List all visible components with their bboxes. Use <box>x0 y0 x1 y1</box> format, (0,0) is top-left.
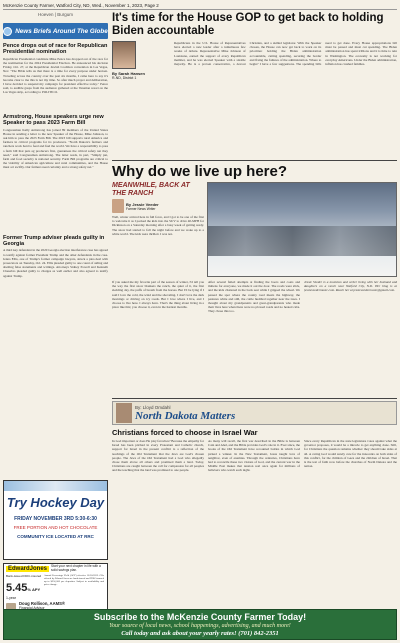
news-briefs-title: News Briefs Around The Globe <box>15 27 108 35</box>
feature-body-intro: Well, winter arrived here in full force, and I got to be one of the first to welcome it as I packed the kids into the SUV to drive 40-MPH for Dickinson on a Saturday morning after a busy week of getting ready. The snow had started to fall the night before and we woke up to a white world. The kids were thrilled. I was not. <box>112 215 204 236</box>
feature-body-columns <box>112 280 397 390</box>
ej-apy: % APY <box>27 587 41 593</box>
brief-2 <box>3 114 108 232</box>
byline-detail: R-ND, District 1 <box>112 76 137 80</box>
hockey-ad-title: Try Hockey Day <box>6 495 105 510</box>
feature-photo <box>207 182 397 277</box>
brief-1 <box>3 43 108 111</box>
ej-fine-print: Annual Percentage Yield (APY) effective 10/30/2023. CDs offered by Edward Jones are bank-issued and FDIC-insured up to $250,000 per depositor. Subject to availability and price change. <box>44 574 104 587</box>
ej-rate: 5.45 <box>6 582 28 595</box>
section-divider <box>112 160 397 161</box>
subscribe-line-1: Your source of local news, school happenings, advertising, and much more! <box>109 623 291 629</box>
author-photo <box>112 41 136 69</box>
ej-tagline: Start your next chapter in life with a solid savings plan. <box>51 564 101 572</box>
snowy-trees <box>208 226 396 256</box>
hockey-ad-image <box>4 481 107 491</box>
section-divider-2 <box>112 398 397 399</box>
feature-col-2: After several failed attempts at finding the boots and coats and mittens for everyone, we made it out the door. The roads were slick, and the kids chattered in the back seat while I gripped the wheel. We passed the spot where the county road meets the highway, the pastures white and still, the cattle huddled together near the trees. I thought about my grandparents and great-grandparents who made their lives here when there were no plowed roads and no heated cabs. They chose this too. <box>208 280 300 314</box>
brief-3 <box>3 235 108 345</box>
feature-byline: By Jessie Veeder <box>126 201 159 207</box>
opinion-column-title: North Dakota Matters <box>135 409 236 422</box>
brief-title: Pence drops out of race for Republican Presidential nomination <box>3 43 108 56</box>
feature-article <box>112 163 397 396</box>
top-article <box>112 12 397 157</box>
opinion-header <box>112 401 397 425</box>
opinion-col-2: As many will recall, the first war described in the Bible is between Cain and Abel, and the Bible provides God's role in it. Ever since, the books of the Old Testament have recounted battles in which God picked a winner. In the New Testament, Jesus taught love of neighbor, even of enemies. Through the centuries, Christians have had to reconcile these two visions of God, and the current war in the Middle East makes that tension real once again for millions of believers who watch each night. <box>208 439 300 473</box>
top-article-title: It's time for the House GOP to get back to holding Biden accountable <box>112 12 384 37</box>
hockey-ad-location: COMMUNITY ICE LOCATED AT RRC <box>17 534 94 539</box>
brief-body: A third key defendant in the 2020 Georgia election interference case has agreed to testify against former President Trump and the other defendants in the case. Jenna Ellis, one of Trump's former campaign lawyers, struck a plea deal with prosecutors on Tuesday, Oct. 24. Ellis pleaded guilty to one count of aiding and abetting false statements and writings. Attorneys Sidney Powell and Kenneth Chesebro pleaded guilty to charges as well earlier and also agreed to testify against Trump. <box>3 248 108 278</box>
hockey-ad-offer: FREE PORTION AND HOT CHOCOLATE <box>13 525 98 530</box>
feature-byline-role: Farmer News Writer <box>126 206 156 211</box>
brief-body: Congressman Kelly Armstrong has joined 89 members of the United States House in sending a letter to the new Speaker of the House, Mike Johnson, to ask him to pass the 2023 Farm Bill. The 2023 bill supports rural America and farmers in critical programs for its producers. "North Dakota's farmers and ranchers work hard to feed and fuel the world. We have a responsibility to pass a farm bill that puts ag producers first, guarantees the critical safety net they need," said Congressman Armstrong. The letter reads, in part, "Simply put, farm and food security is national security. Farm Bill programs are critical to the viability of American agriculture and rural communities, and the House must act swiftly. Our farmers need certainty and a strong safety net." <box>3 127 108 170</box>
subscribe-line-2: Call today and ask about your yearly rates! (701) 842-2351 <box>121 630 279 637</box>
subscribe-title: Subscribe to the McKenzie County Farmer Today! <box>93 612 307 622</box>
opinion-col-3: Since every Republican in the state legislature votes against what the governor proposes, it would be a miracle to get anything done. Still, for Christians the question remains whether they should take sides at all. A caring God would surely care for the innocents on both sides of this conflict, for the children of Gaza and the children of Israel. That is the test of faith now before the churches of North Dakota and the nation. <box>304 439 397 469</box>
opinion-title: Christians forced to choose in Israel War <box>112 428 258 437</box>
top-article-body: Republicans in the U.S. House of Representatives have elected a new leader after a tumultuous few weeks of debate. Representative Mike Johnson of Louisiana, earned the support of every Republican member, and he was elected Speaker with a sizable majority. He is a proven conservative, a devout Christian, and a skilled legislator. With the Speaker chosen, the House can now get back to work on its priorities: holding the Biden administration accountable, cutting spending, securing the border and fixing the failures of the administration. Where to begin? I have a few suggestions. The spending bills need to get done. Every House appropriations bill must be passed and must cut spending. The Biden administration has spent trillions and it is time to rein in Washington. The economy is not working for everyday Americans. Under the Biden administration, inflation has crushed families. <box>174 41 397 67</box>
hockey-ad-date: FRIDAY NOVEMBER 3RD 5:30-6:30 <box>14 516 97 522</box>
opinion-article <box>112 401 397 606</box>
opinion-col-1: In God important or does He play favorites? Because the empathy for Israel has been pitched in every Protestant and Catholic church, support for Israel in the present conflict is a reflection of the teachings of the Old Testament that the Jews are God's chosen people. The Jews of the Old Testament had a God who allegedly chose them above all others and promised them a land. Today, Christians are caught between the call for compassion for all peoples and the teaching that the land was promised to one people. <box>112 439 204 473</box>
brief-body: Republican Presidential candidate Mike Pence has dropped out of the race for the nomination for the 2024 Presidential Election. He announced his decision Friday, Oct. 27, at the Republican Jewish Coalition convention in Las Vegas, Nev. "The Bible tells us that there is a time for every purpose under heaven. Traveling across the country over the past six months, I came here to say it's become clear to me this is not my time. So after much prayer and deliberation, I have decided to suspend my campaign for president effective today." Pence said, to audible gasps from the audience gathered at the Venetian resort on the Las Vegas strip, according to POLITICO. <box>3 56 108 95</box>
hockey-ad <box>3 480 108 560</box>
feature-col-3: Jessie Veeder is a musician and writer living with her husband and daughters on a ranch near Watford City, N.D. Her blog is at jessieveedermusic.com. Reach her at jessieveedermusic@gmail.com. <box>304 280 397 293</box>
columnist-photo <box>112 199 124 213</box>
edward-jones-logo: EdwardJones <box>8 565 48 572</box>
globe-icon <box>3 27 12 36</box>
opinion-byline: By: Lloyd Omdahl <box>135 404 171 410</box>
brief-title: Armstrong, House speakers urge new Speaker to pass 2023 Farm Bill <box>3 113 104 127</box>
brief-title: Former Trump adviser pleads guilty in Georgia <box>3 234 105 248</box>
feature-col-1: If you asked me my favorite part of the season of winter, I'd tell you the way the first snow blankets the ranch, the quiet of it, the first sledding day, the puffs of breath from the horses. But I'd be lying if I said I love the cold, the wind and the shoveling. I don't love the dark mornings or driving on icy roads. But I love where I live, and I choose to live here. I always have. That's the thing about living in a place like this; you choose it, even in the hardest months. <box>112 280 204 310</box>
news-briefs-header <box>3 23 108 39</box>
columnist-photo <box>116 403 132 423</box>
ej-term: 1-year <box>6 596 16 601</box>
feature-title: Why do we live up here? <box>112 163 288 180</box>
header-text: McKenzie County Farmer, Watford City, ND, Wed., November 1, 2023, Page 2 <box>3 3 159 8</box>
left-column <box>3 12 108 617</box>
ej-rate-label: Bank-issued FDIC-insured <box>6 574 42 579</box>
ej-agent-name: Doug Rollison, AAMS® <box>19 601 65 607</box>
byline-name: By Sarah Hansen <box>112 71 145 76</box>
subscribe-banner[interactable] <box>3 609 397 640</box>
columnists-banner: Hoeven | Burgum <box>38 12 73 17</box>
column-title: MEANWHILE, BACK AT THE RANCH <box>112 182 190 197</box>
page-header <box>3 2 397 10</box>
